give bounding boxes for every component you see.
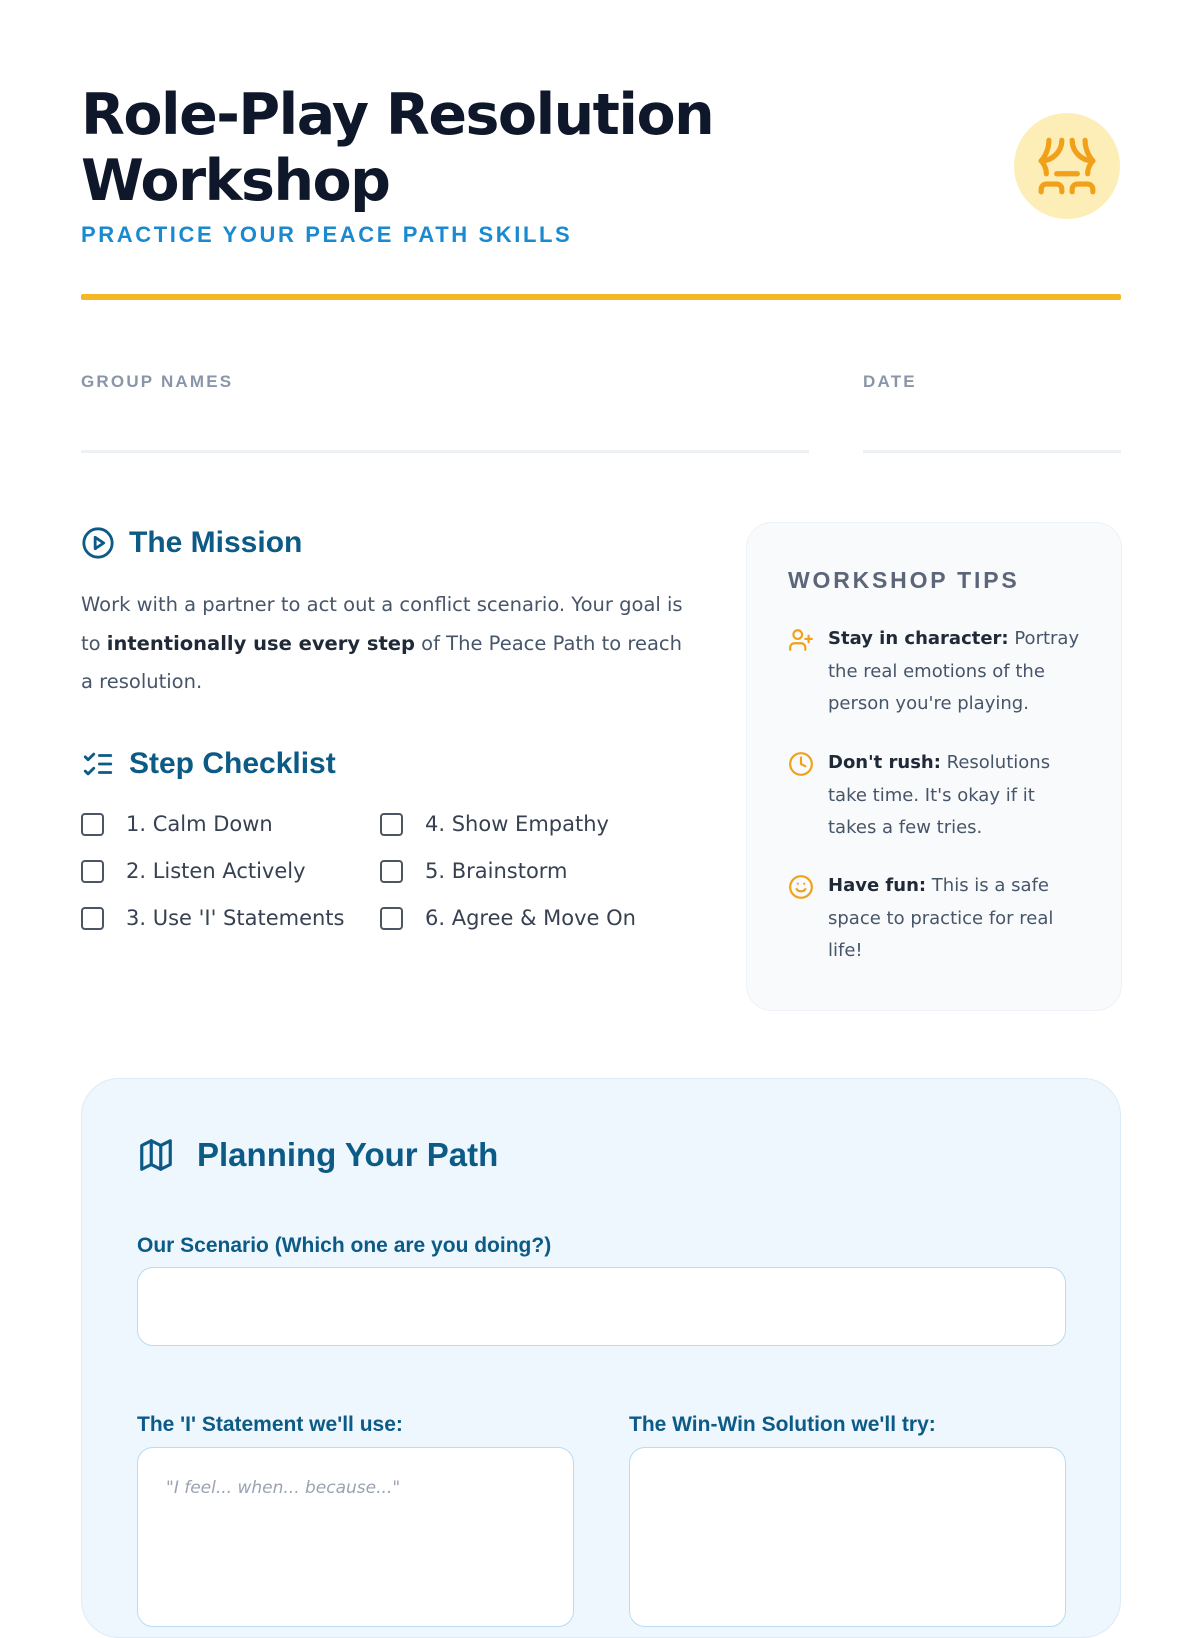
checklist-item-label: 6. Agree & Move On [425,906,636,930]
planning-heading [137,1136,498,1174]
tip-label: Stay in character: [828,628,1009,649]
checklist-item[interactable] [380,906,636,930]
workshop-tips-card [746,522,1122,1011]
page-subtitle: PRACTICE YOUR PEACE PATH SKILLS [81,222,573,247]
checklist-item-label: 2. Listen Actively [126,859,306,883]
checkbox[interactable] [81,813,104,836]
i-statement-input[interactable] [137,1447,574,1627]
tip-body: Portray the real emotions of the person you're playing. [828,628,1080,714]
worksheet-page [81,0,1121,1600]
checklist-item-label: 5. Brainstorm [425,859,568,883]
title-line-1: Role-Play Resolution [81,82,714,148]
mission-heading [81,526,302,560]
checklist-item[interactable] [81,859,306,883]
win-win-label: The Win-Win Solution we'll try: [629,1413,936,1436]
clock-icon [788,751,814,777]
group-names-label: GROUP NAMES [81,372,234,391]
tip-label: Don't rush: [828,752,941,773]
i-statement-label: The 'I' Statement we'll use: [137,1413,403,1436]
title-line-2: Workshop [81,148,390,214]
i-statement-placeholder: "I feel... when... because..." [166,1478,401,1498]
list-checks-icon [81,747,115,781]
planning-section [81,1078,1121,1638]
planning-heading-text: Planning Your Path [197,1136,499,1173]
checklist-item[interactable] [81,906,344,930]
checkbox[interactable] [380,813,403,836]
map-icon [137,1136,175,1174]
scenario-label: Our Scenario (Which one are you doing?) [137,1234,552,1257]
tips-title: WORKSHOP TIPS [788,567,1020,593]
checklist-item-label: 4. Show Empathy [425,812,609,836]
tip-item [788,870,1088,968]
mission-text-emphasis: intentionally use every step [106,631,415,655]
tip-body: Resolutions take time. It's okay if it takes a few tries. [828,752,1051,838]
smile-icon [788,874,814,900]
mission-heading-text: The Mission [129,526,303,559]
checkbox[interactable] [380,860,403,883]
checkbox[interactable] [81,860,104,883]
scenario-input[interactable] [137,1267,1066,1346]
tip-body: This is a safe space to practice for real life! [828,875,1054,961]
mission-text-part1: Work with a partner to act out a conflict scenario. Your goal is to [81,593,683,655]
group-names-field[interactable] [81,450,809,453]
checklist-item-label: 1. Calm Down [126,812,273,836]
page-title [81,82,781,214]
tip-label: Have fun: [828,875,927,896]
checkbox[interactable] [380,907,403,930]
header-divider [81,294,1121,300]
play-circle-icon [81,526,115,560]
user-plus-icon [788,627,814,653]
tip-item [788,623,1088,721]
tip-item [788,747,1088,845]
checklist-item[interactable] [380,812,609,836]
checkbox[interactable] [81,907,104,930]
win-win-input[interactable] [629,1447,1066,1627]
checklist-item-label: 3. Use 'I' Statements [126,906,345,930]
date-field[interactable] [863,450,1121,453]
checklist-item[interactable] [380,859,568,883]
theater-masks-icon [1014,113,1120,219]
tip-text [828,623,1088,721]
tip-text [828,870,1088,968]
checklist-heading-text: Step Checklist [129,747,336,780]
mission-text-part2: of The Peace Path to reach a resolution. [81,631,682,693]
date-label: DATE [863,372,917,391]
tip-text [828,747,1088,845]
mission-text [81,586,691,702]
checklist-item[interactable] [81,812,273,836]
checklist-heading [81,747,336,781]
